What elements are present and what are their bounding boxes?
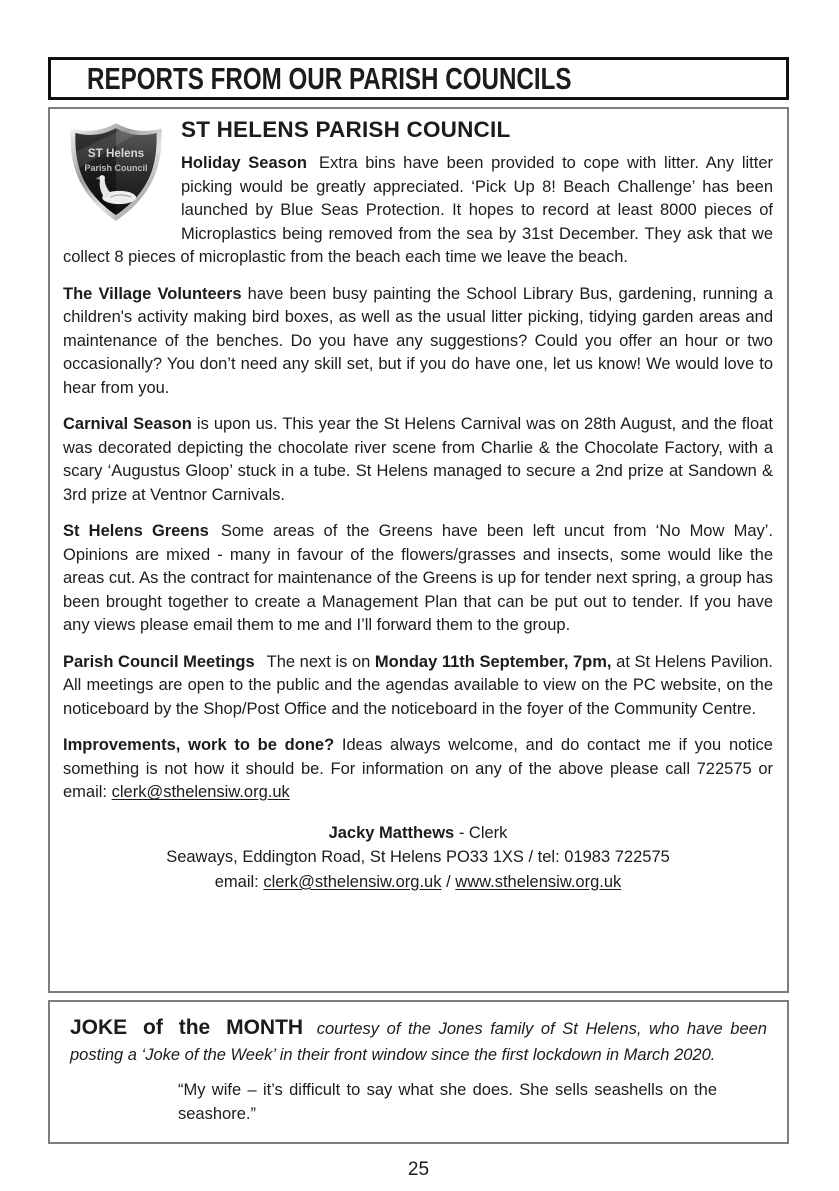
clerk-contact-block xyxy=(63,821,773,895)
paragraph-lead-village-volunteers: The Village Volunteers xyxy=(63,284,242,303)
paragraph-text-holiday-season: Extra bins have been provided to cope with litter. Any litter picking would be greatly appreciated. ‘Pick Up 8! Beach Challenge’ has been launched by Blue Seas Protection. It hopes to record at least 8000 pieces of Microplastics being removed from the sea by 31st December. They ask that we collect 8 pieces of microplastic from the beach each time we leave the beach. xyxy=(63,154,773,266)
paragraph-text-council-meetings-1: The next is on xyxy=(266,652,371,671)
meeting-date-text: Monday 11th September, 7pm, xyxy=(374,652,612,671)
council-report-title: ST HELENS PARISH COUNCIL xyxy=(181,117,511,142)
paragraph-village-volunteers xyxy=(63,283,773,401)
clerk-name: Jacky Matthews xyxy=(328,823,455,842)
paragraph-lead-improvements: Improvements, work to be done? xyxy=(63,736,335,754)
council-website-link[interactable]: www.sthelensiw.org.uk xyxy=(455,872,622,891)
joke-of-the-month-section xyxy=(48,1000,789,1144)
paragraph-text-council-meetings-2: at St Helens Pavilion. All meetings are open to the public and the agendas available to view on the PC website, on the noticeboard by the Shop/Post Office and the noticeboard in the foyer of the Community Centre. xyxy=(63,652,774,718)
joke-title: JOKE of the MONTH xyxy=(70,1016,304,1039)
paragraph-text-carnival-season: is upon us. This year the St Helens Carnival was on 28th August, and the float was decorated depicting the chocolate river scene from Charlie & the Chocolate Factory, with a scary ‘Augustus Gloop’ stuck in a tube. St Helens managed to secure a 2nd prize at Sandown & 3rd prize at Ventnor Carnivals. xyxy=(63,415,773,504)
paragraph-lead-council-meetings: Parish Council Meetings xyxy=(63,652,255,671)
page-header-banner xyxy=(48,57,789,100)
clerk-email-link[interactable]: clerk@sthelensiw.org.uk xyxy=(111,783,290,801)
joke-courtesy-text: courtesy of the Jones family of St Helens, who have been posting a ‘Joke of the Week’ in their front window since the first lockdown in March 2020. xyxy=(70,1020,767,1064)
paragraph-council-meetings xyxy=(63,651,773,722)
page-title: REPORTS FROM OUR PARISH COUNCILS xyxy=(87,60,572,96)
paragraph-carnival-season xyxy=(63,413,773,507)
clerk-email-line xyxy=(63,870,773,895)
paragraph-improvements xyxy=(63,734,773,805)
st-helens-report-section xyxy=(48,107,789,993)
paragraph-text-village-volunteers: have been busy painting the School Library Bus, gardening, running a children's activity making bird boxes, as well as the usual litter picking, tidying garden areas and maintenance of the benches. Do you have any suggestions? Could you offer an hour or two occasionally? You don’t need any skill set, but if you do have one, let us know! We would love to hear from you. xyxy=(63,284,773,397)
parish-council-crest xyxy=(63,117,169,225)
paragraph-lead-holiday-season: Holiday Season xyxy=(181,154,307,172)
clerk-email-link-footer[interactable]: clerk@sthelensiw.org.uk xyxy=(263,872,442,891)
page-number: 25 xyxy=(407,1159,430,1180)
crest-subtitle-text: Parish Council xyxy=(84,163,148,173)
clerk-role: - Clerk xyxy=(458,823,508,842)
paragraph-text-improvements: Ideas always welcome, and do contact me if you notice something is not how it should be. For information on any of the above please call 722575 or email: xyxy=(63,736,773,801)
clerk-name-line xyxy=(63,821,773,846)
crest-name-text: ST Helens xyxy=(87,147,145,161)
paragraph-lead-st-helens-greens: St Helens Greens xyxy=(63,522,209,540)
joke-quote-text: “My wife – it’s difficult to say what she does. She sells seashells on the seashore.” xyxy=(178,1081,717,1123)
paragraph-text-st-helens-greens: Some areas of the Greens have been left uncut from ‘No Mow May’. Opinions are mixed - many in favour of the flowers/grasses and insects, some would like the areas cut. As the contract for maintenance of the Greens is up for tender next spring, a group has been brought together to create a Management Plan that can be put out to tender. If you have any views please email them to me and I’ll forward them to the group. xyxy=(63,522,773,634)
paragraph-holiday-season xyxy=(63,152,773,270)
joke-intro-line xyxy=(70,1015,767,1068)
email-label: email: xyxy=(214,872,259,891)
shield-icon xyxy=(63,117,169,225)
separator-slash: / xyxy=(446,872,451,891)
clerk-address-line: Seaways, Eddington Road, St Helens PO33 1XS / tel: 01983 722575 xyxy=(166,848,670,866)
paragraph-lead-carnival-season: Carnival Season xyxy=(63,415,192,433)
paragraph-st-helens-greens xyxy=(63,520,773,638)
